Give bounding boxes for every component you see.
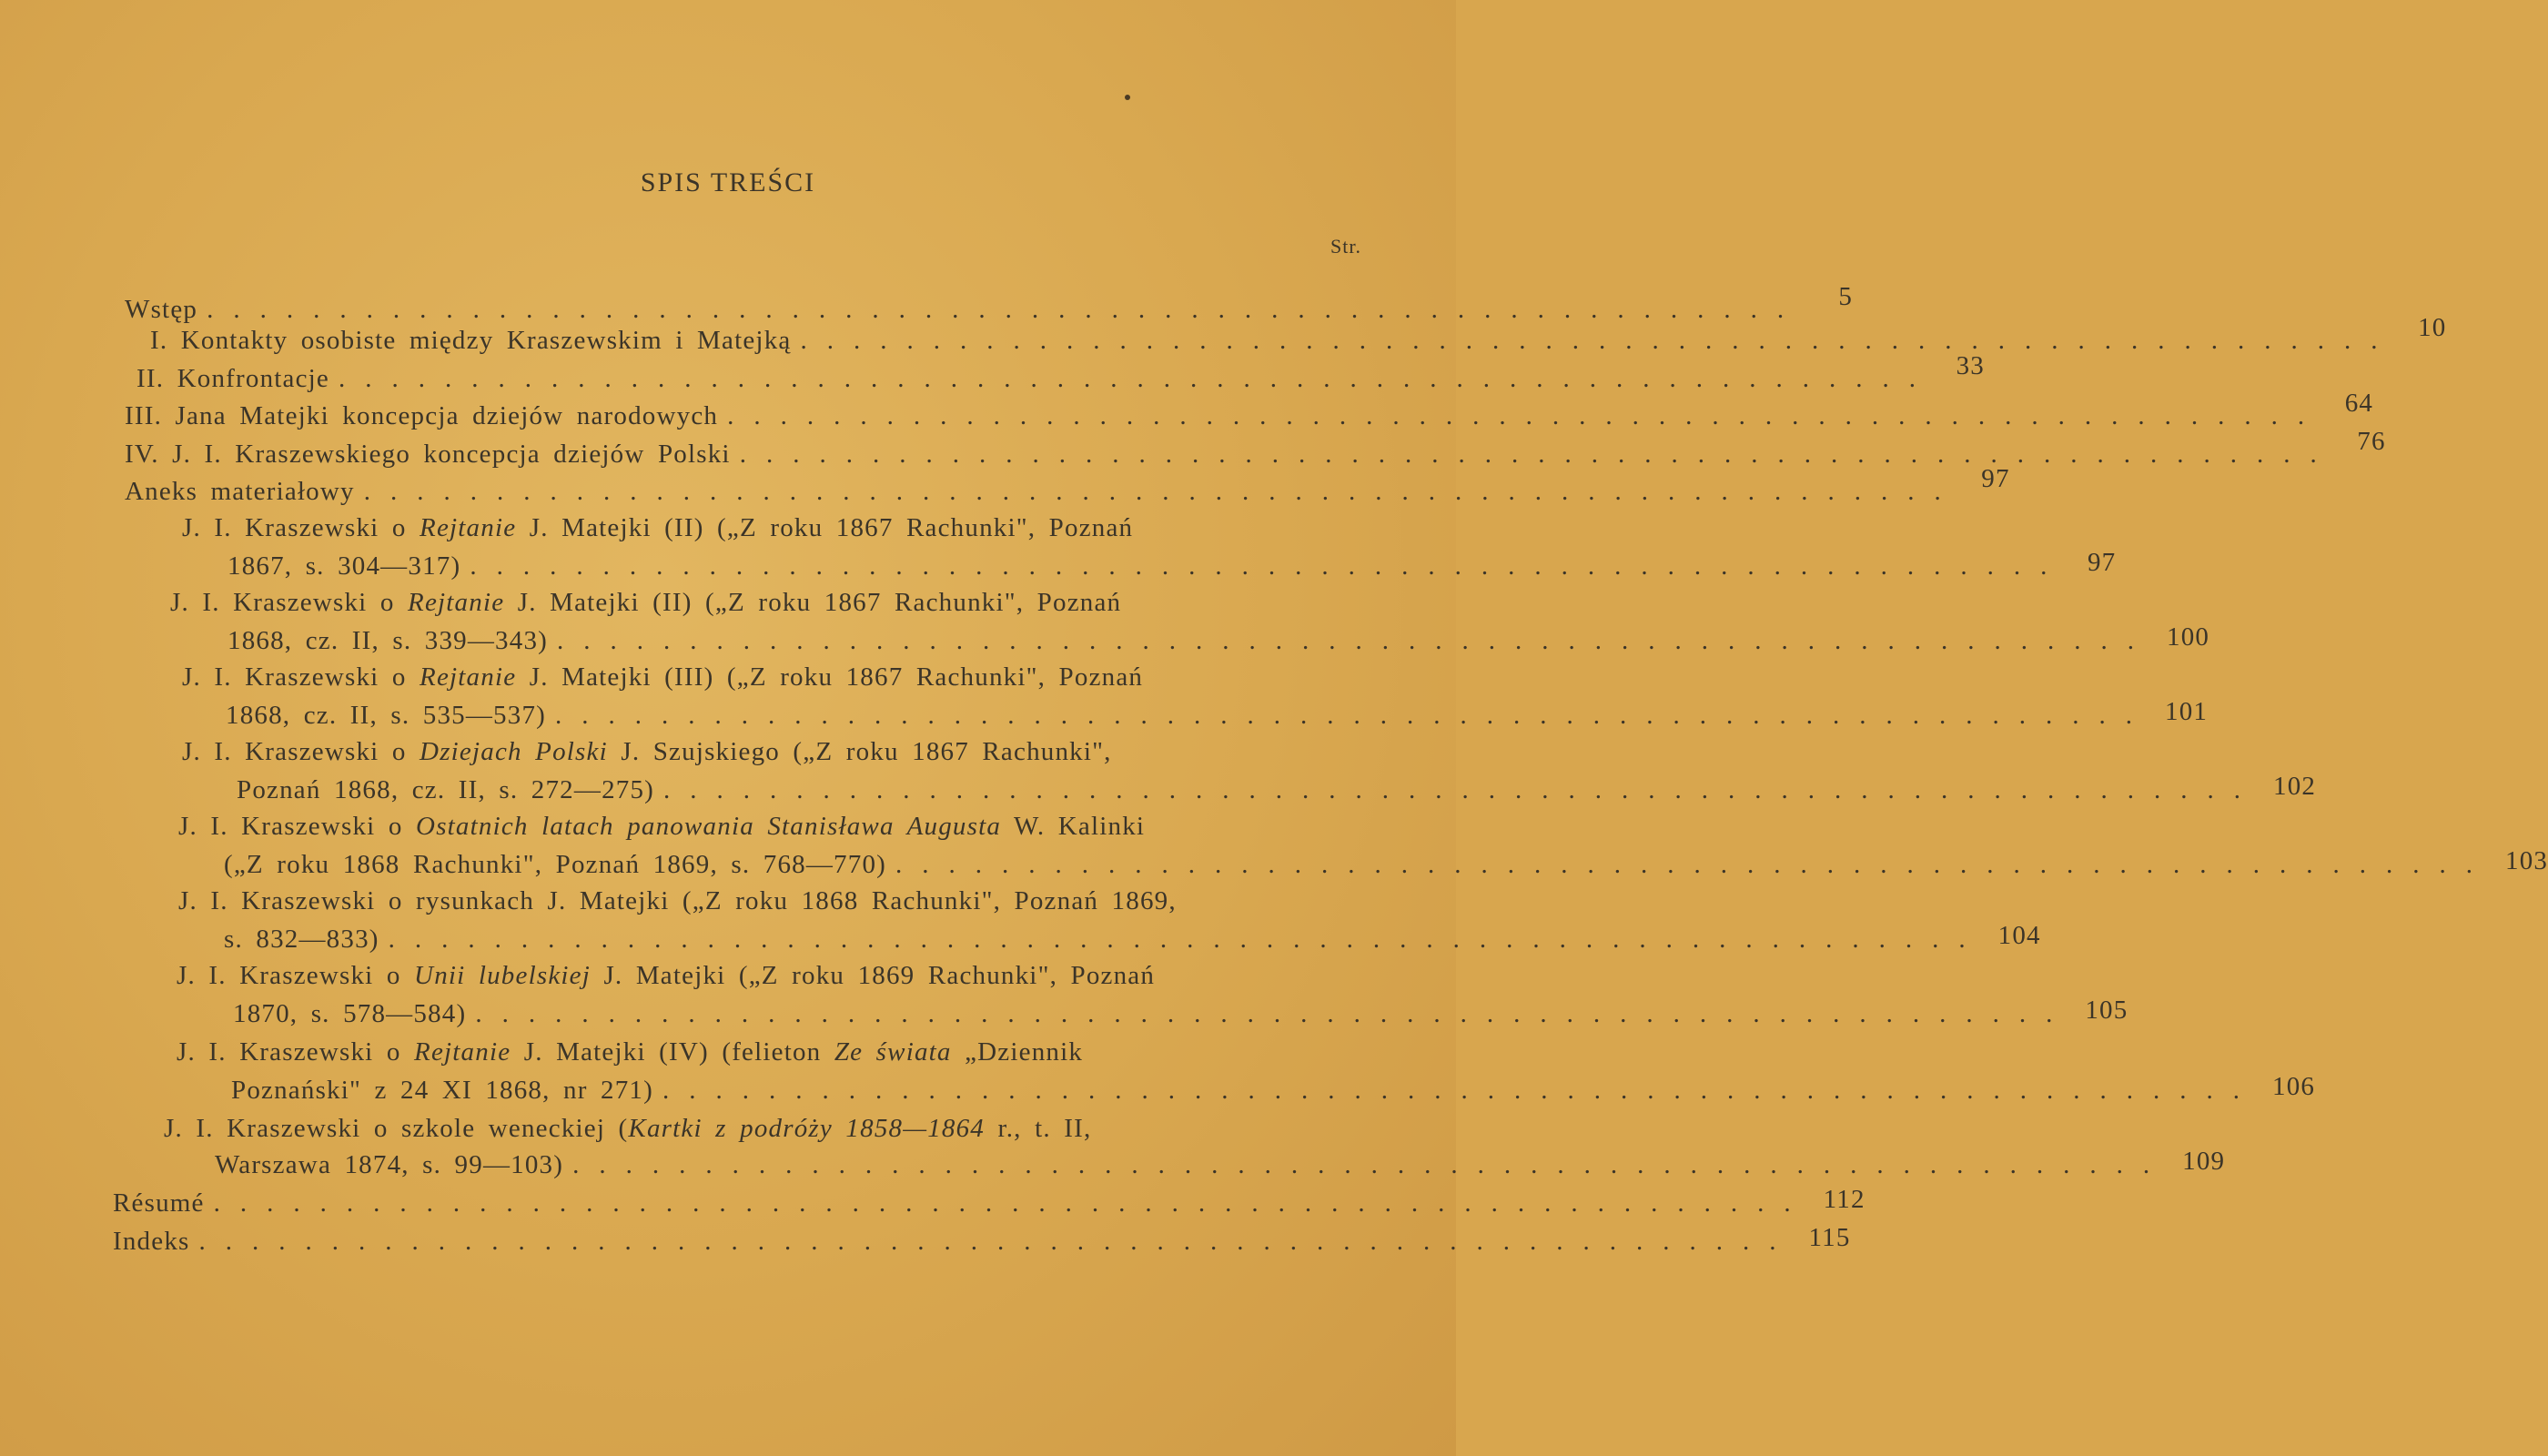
annex-entry-first-line [164,1112,1380,1145]
annex-entry-text: J. Matejki („Z roku 1869 Rachunki", Poznań [603,961,1156,990]
annex-entry-source: („Z roku 1868 Rachunki", Poznań 1869, s. 768—770) [224,850,886,879]
annex-entry-source: s. 832—833) [224,925,379,954]
annex-entry-text: J. I. Kraszewski o [177,1037,401,1067]
annex-entry-page: 102 [2273,772,2317,801]
annex-entry-first-line [178,810,1380,843]
annex-entry-text: J. I. Kraszewski o [182,737,407,766]
toc-entry [113,1223,1851,1258]
annex-entry-text: „Dziennik [965,1037,1084,1067]
toc-entry-page: 115 [1808,1223,1851,1252]
annex-entry-source: 1868, cz. II, s. 535—537) [226,701,547,730]
toc-leader: ............................................................ [557,626,2155,655]
annex-entry-work-title: Kartki z podróży 1858—1864 [628,1114,986,1143]
toc-entry-page: 112 [1823,1185,1866,1214]
toc-entry-page: 64 [2344,389,2374,418]
annex-entry-work-title: Rejtanie [414,1037,511,1067]
toc-leader: ............................................................ [800,326,2398,355]
toc-entry [113,1185,1866,1219]
annex-entry-first-line [182,511,1380,544]
annex-entry-text: J. I. Kraszewski o rysunkach J. Matejki („Z roku 1868 Rachunki", Poznań 1869, [178,886,1177,915]
toc-leader: ............................................................ [662,1076,2260,1105]
toc-entry-title: Résumé [113,1188,205,1218]
toc-entry-title: Indeks [113,1227,190,1256]
toc-entry [136,351,1986,395]
toc-entry-title: Aneks materiałowy [125,477,355,506]
annex-entry-text: J. I. Kraszewski o szkole weneckiej ( [164,1114,629,1143]
toc-leader: ............................................................ [363,477,1961,506]
annex-entry-page: 100 [2167,622,2210,652]
annex-entry-column-title: Ze świata [834,1037,952,1067]
annex-entry-continuation [224,846,2548,881]
toc-entry-title: III. Jana Matejki koncepcja dziejów narodowych [125,401,719,430]
toc-leader: ............................................................ [470,551,2068,581]
annex-entry-continuation [215,1147,2226,1181]
annex-entry-source: Warszawa 1874, s. 99—103) [215,1150,564,1179]
toc-entry-title: IV. J. I. Kraszewskiego koncepcja dziejów Polski [125,440,731,469]
annex-entry-text: J. Matejki (III) („Z roku 1867 Rachunki", Poznań [529,662,1144,692]
toc-leader: ............................................................ [555,701,2153,730]
annex-entry-page: 104 [1997,921,2041,950]
annex-entry-text: W. Kalinki [1013,812,1146,841]
toc-entry-page: 10 [2418,313,2447,342]
annex-entry-first-line [178,885,1380,917]
annex-entry-work-title: Ostatnich latach panowania Stanisława Augusta [416,812,1002,841]
annex-entry-text: J. Matejki (IV) (felieton [523,1037,822,1067]
toc-leader: ............................................................ [663,775,2261,804]
toc-leader: ............................................................ [572,1150,2170,1179]
toc-leader: ............................................................ [213,1188,1811,1218]
annex-entry-work-title: Rejtanie [420,662,517,692]
annex-entry-continuation [226,697,2209,732]
annex-entry-continuation [228,548,2117,582]
annex-entry-work-title: Rejtanie [420,513,517,542]
toc-entry-page: 5 [1838,282,1854,311]
toc-entry [125,464,2010,508]
annex-entry-text: J. Matejki (II) („Z roku 1867 Rachunki", Poznań [517,588,1122,617]
annex-entry-text: J. Szujskiego („Z roku 1867 Rachunki", [621,737,1112,766]
toc-entry [150,313,2447,357]
annex-entry-page: 103 [2505,846,2548,875]
annex-entry-work-title: Dziejach Polski [420,737,608,766]
annex-entry-text: J. I. Kraszewski o [170,588,395,617]
toc-leader: ............................................................ [895,850,2492,879]
annex-entry-source: 1868, cz. II, s. 339—343) [228,626,549,655]
annex-entry-text: J. Matejki (II) („Z roku 1867 Rachunki", Poznań [529,513,1134,542]
annex-entry-work-title: Rejtanie [408,588,505,617]
toc-entry-page: 76 [2357,427,2386,456]
toc-leader: ............................................................ [207,295,1805,324]
annex-entry-continuation [224,921,2041,956]
annex-entry-continuation [237,772,2317,806]
annex-entry-text: J. I. Kraszewski o [177,961,401,990]
annex-entry-first-line [177,959,1380,992]
toc-title: SPIS TREŚCI [640,167,816,197]
annex-entry-text: J. I. Kraszewski o [178,812,403,841]
toc-entry-title: Wstęp [125,295,198,324]
toc-leader: ............................................................ [739,440,2337,469]
annex-entry-page: 97 [2087,548,2117,577]
annex-entry-first-line [177,1036,1380,1068]
toc-leader: ............................................................ [339,364,1936,393]
toc-leader: ............................................................ [727,401,2325,430]
annex-entry-source: Poznański" z 24 XI 1868, nr 271) [231,1076,653,1105]
page-column-label: Str. [1330,235,1361,258]
toc-entry-page: 33 [1956,351,1986,380]
annex-entry-source: 1867, s. 304—317) [228,551,461,581]
annex-entry-page: 105 [2085,996,2128,1025]
annex-entry-page: 109 [2182,1147,2226,1176]
toc-leader: ............................................................ [388,925,1986,954]
annex-entry-source: 1870, s. 578—584) [233,999,467,1028]
annex-entry-work-title: Unii lubelskiej [414,961,591,990]
annex-entry-page: 101 [2165,697,2209,726]
annex-entry-first-line [182,735,1380,768]
toc-entry [125,282,1854,326]
annex-entry-first-line [170,586,1380,619]
toc-entry [125,389,2374,432]
annex-entry-continuation [233,996,2128,1030]
annex-entry-text: J. I. Kraszewski o [182,513,407,542]
annex-entry-continuation [231,1072,2316,1107]
toc-leader: ............................................................ [198,1227,1796,1256]
annex-entry-continuation [228,622,2210,657]
annex-entry-first-line [182,661,1380,693]
annex-entry-text: J. I. Kraszewski o [182,662,407,692]
toc-entry-title: II. Konfrontacje [136,364,330,393]
annex-entry-source: Poznań 1868, cz. II, s. 272—275) [237,775,655,804]
toc-entry-title: I. Kontakty osobiste między Kraszewskim i Matejką [150,326,792,355]
toc-leader: ............................................................ [475,999,2073,1028]
annex-entry-text: r., t. II, [997,1114,1092,1143]
toc-entry [125,427,2386,470]
annex-entry-page: 106 [2272,1072,2316,1101]
toc-entry-page: 97 [1981,464,2010,493]
